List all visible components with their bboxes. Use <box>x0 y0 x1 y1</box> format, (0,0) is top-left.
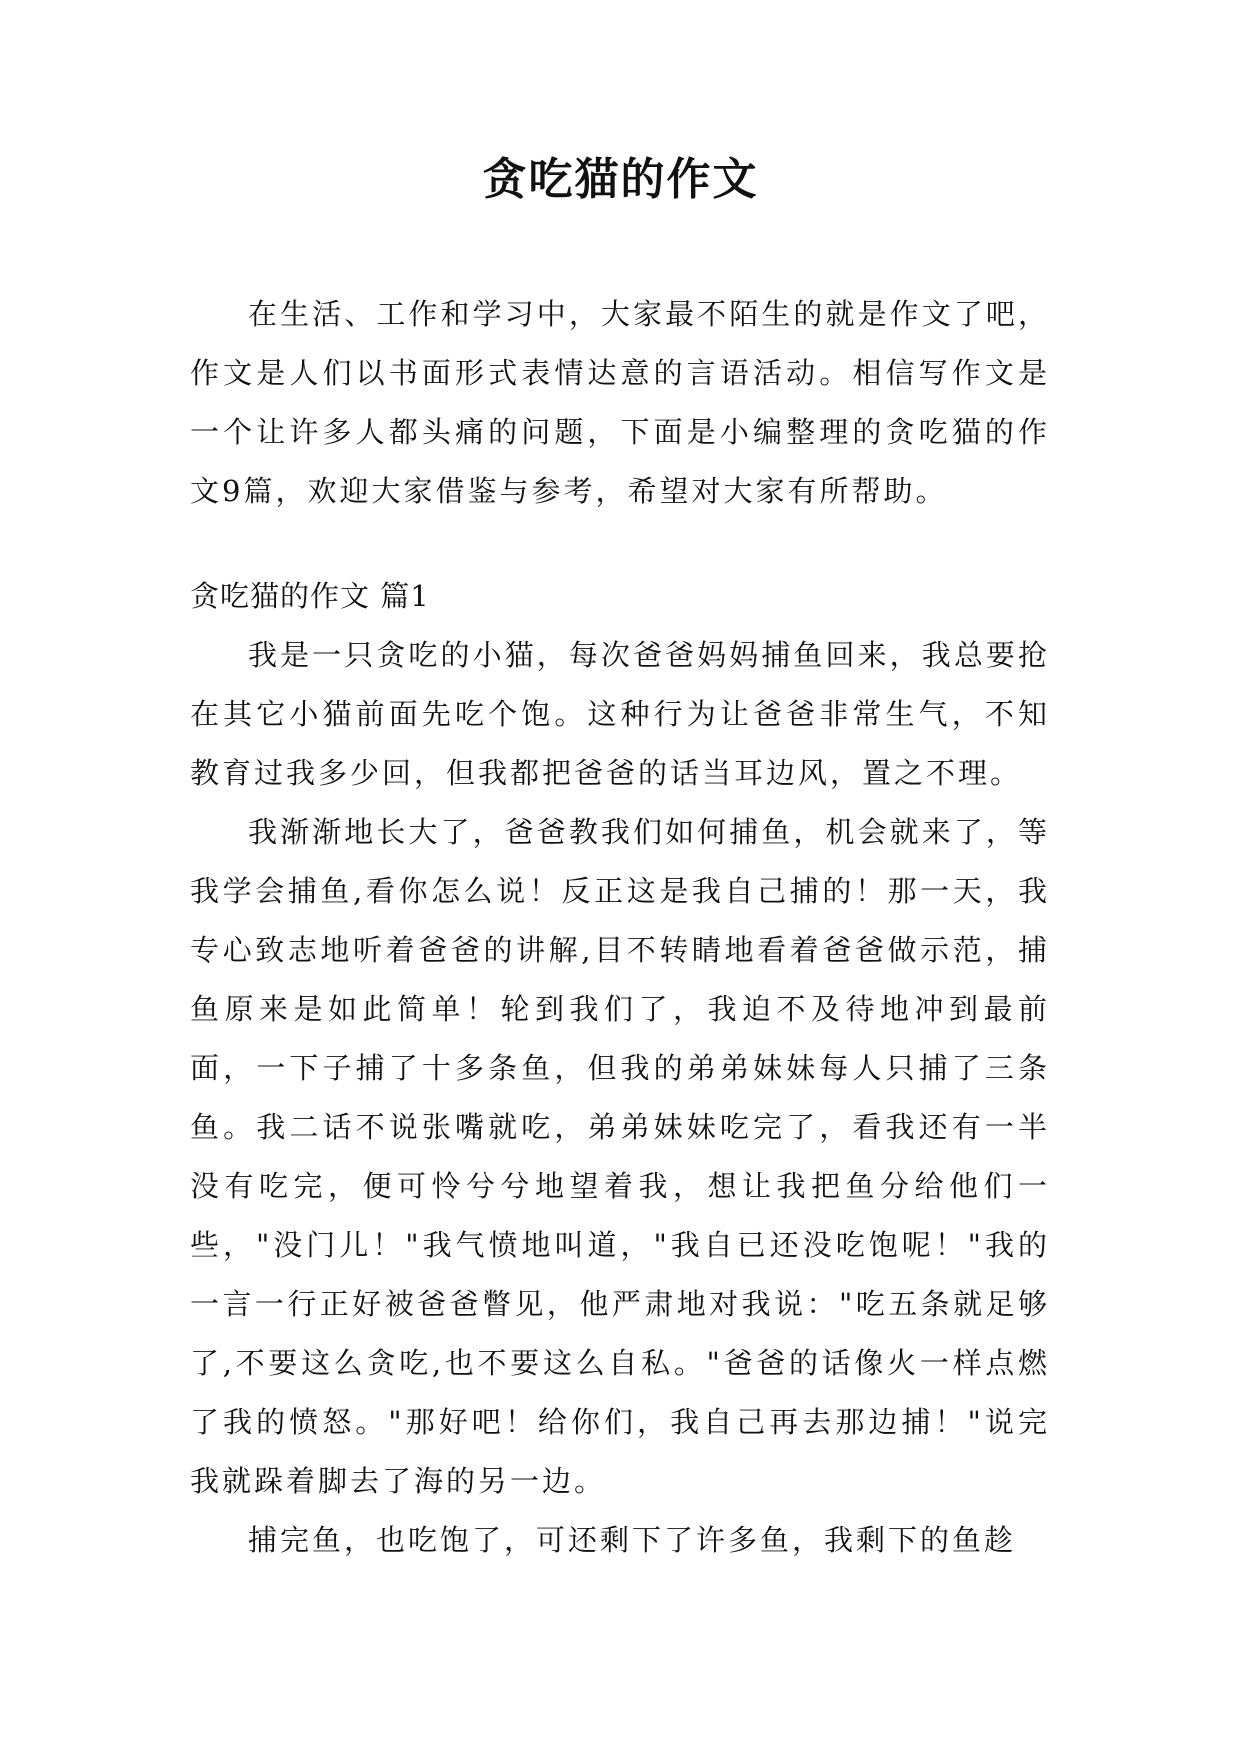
document-body <box>190 285 1050 1570</box>
body-paragraph: 我渐渐地长大了，爸爸教我们如何捕鱼，机会就来了，等我学会捕鱼,看你怎么说！反正这是我自己捕的！那一天，我专心致志地听着爸爸的讲解,目不转睛地看着爸爸做示范，捕鱼原来是如此简单！轮到我们了，我迫不及待地冲到最前面，一下子捕了十多条鱼，但我的弟弟妹妹每人只捕了三条鱼。我二话不说张嘴就吃，弟弟妹妹吃完了，看我还有一半没有吃完，便可怜兮兮地望着我，想让我把鱼分给他们一些，"没门儿！"我气愤地叫道，"我自已还没吃饱呢！"我的一言一行正好被爸爸瞥见，他严肃地对我说："吃五条就足够了,不要这么贪吃,也不要这么自私。"爸爸的话像火一样点燃了我的愤怒。"那好吧！给你们，我自己再去那边捕！"说完我就跺着脚去了海的另一边。 <box>190 815 1050 1498</box>
page-title: 贪吃猫的作文 <box>482 154 759 205</box>
body-paragraph: 捕完鱼，也吃饱了，可还剩下了许多鱼，我剩下的鱼趁 <box>248 1523 1017 1557</box>
body-paragraph: 我是一只贪吃的小猫，每次爸爸妈妈捕鱼回来，我总要抢在其它小猫前面先吃个饱。这种行为让爸爸非常生气，不知教育过我多少回，但我都把爸爸的话当耳边风，置之不理。 <box>190 638 1050 790</box>
intro-paragraph: 在生活、工作和学习中，大家最不陌生的就是作文了吧，作文是人们以书面形式表情达意的言语活动。相信写作文是一个让许多人都头痛的问题，下面是小编整理的贪吃猫的作文9篇，欢迎大家借鉴与参考，希望对大家有所帮助。 <box>190 297 1050 508</box>
section-heading: 贪吃猫的作文 篇1 <box>190 579 430 613</box>
